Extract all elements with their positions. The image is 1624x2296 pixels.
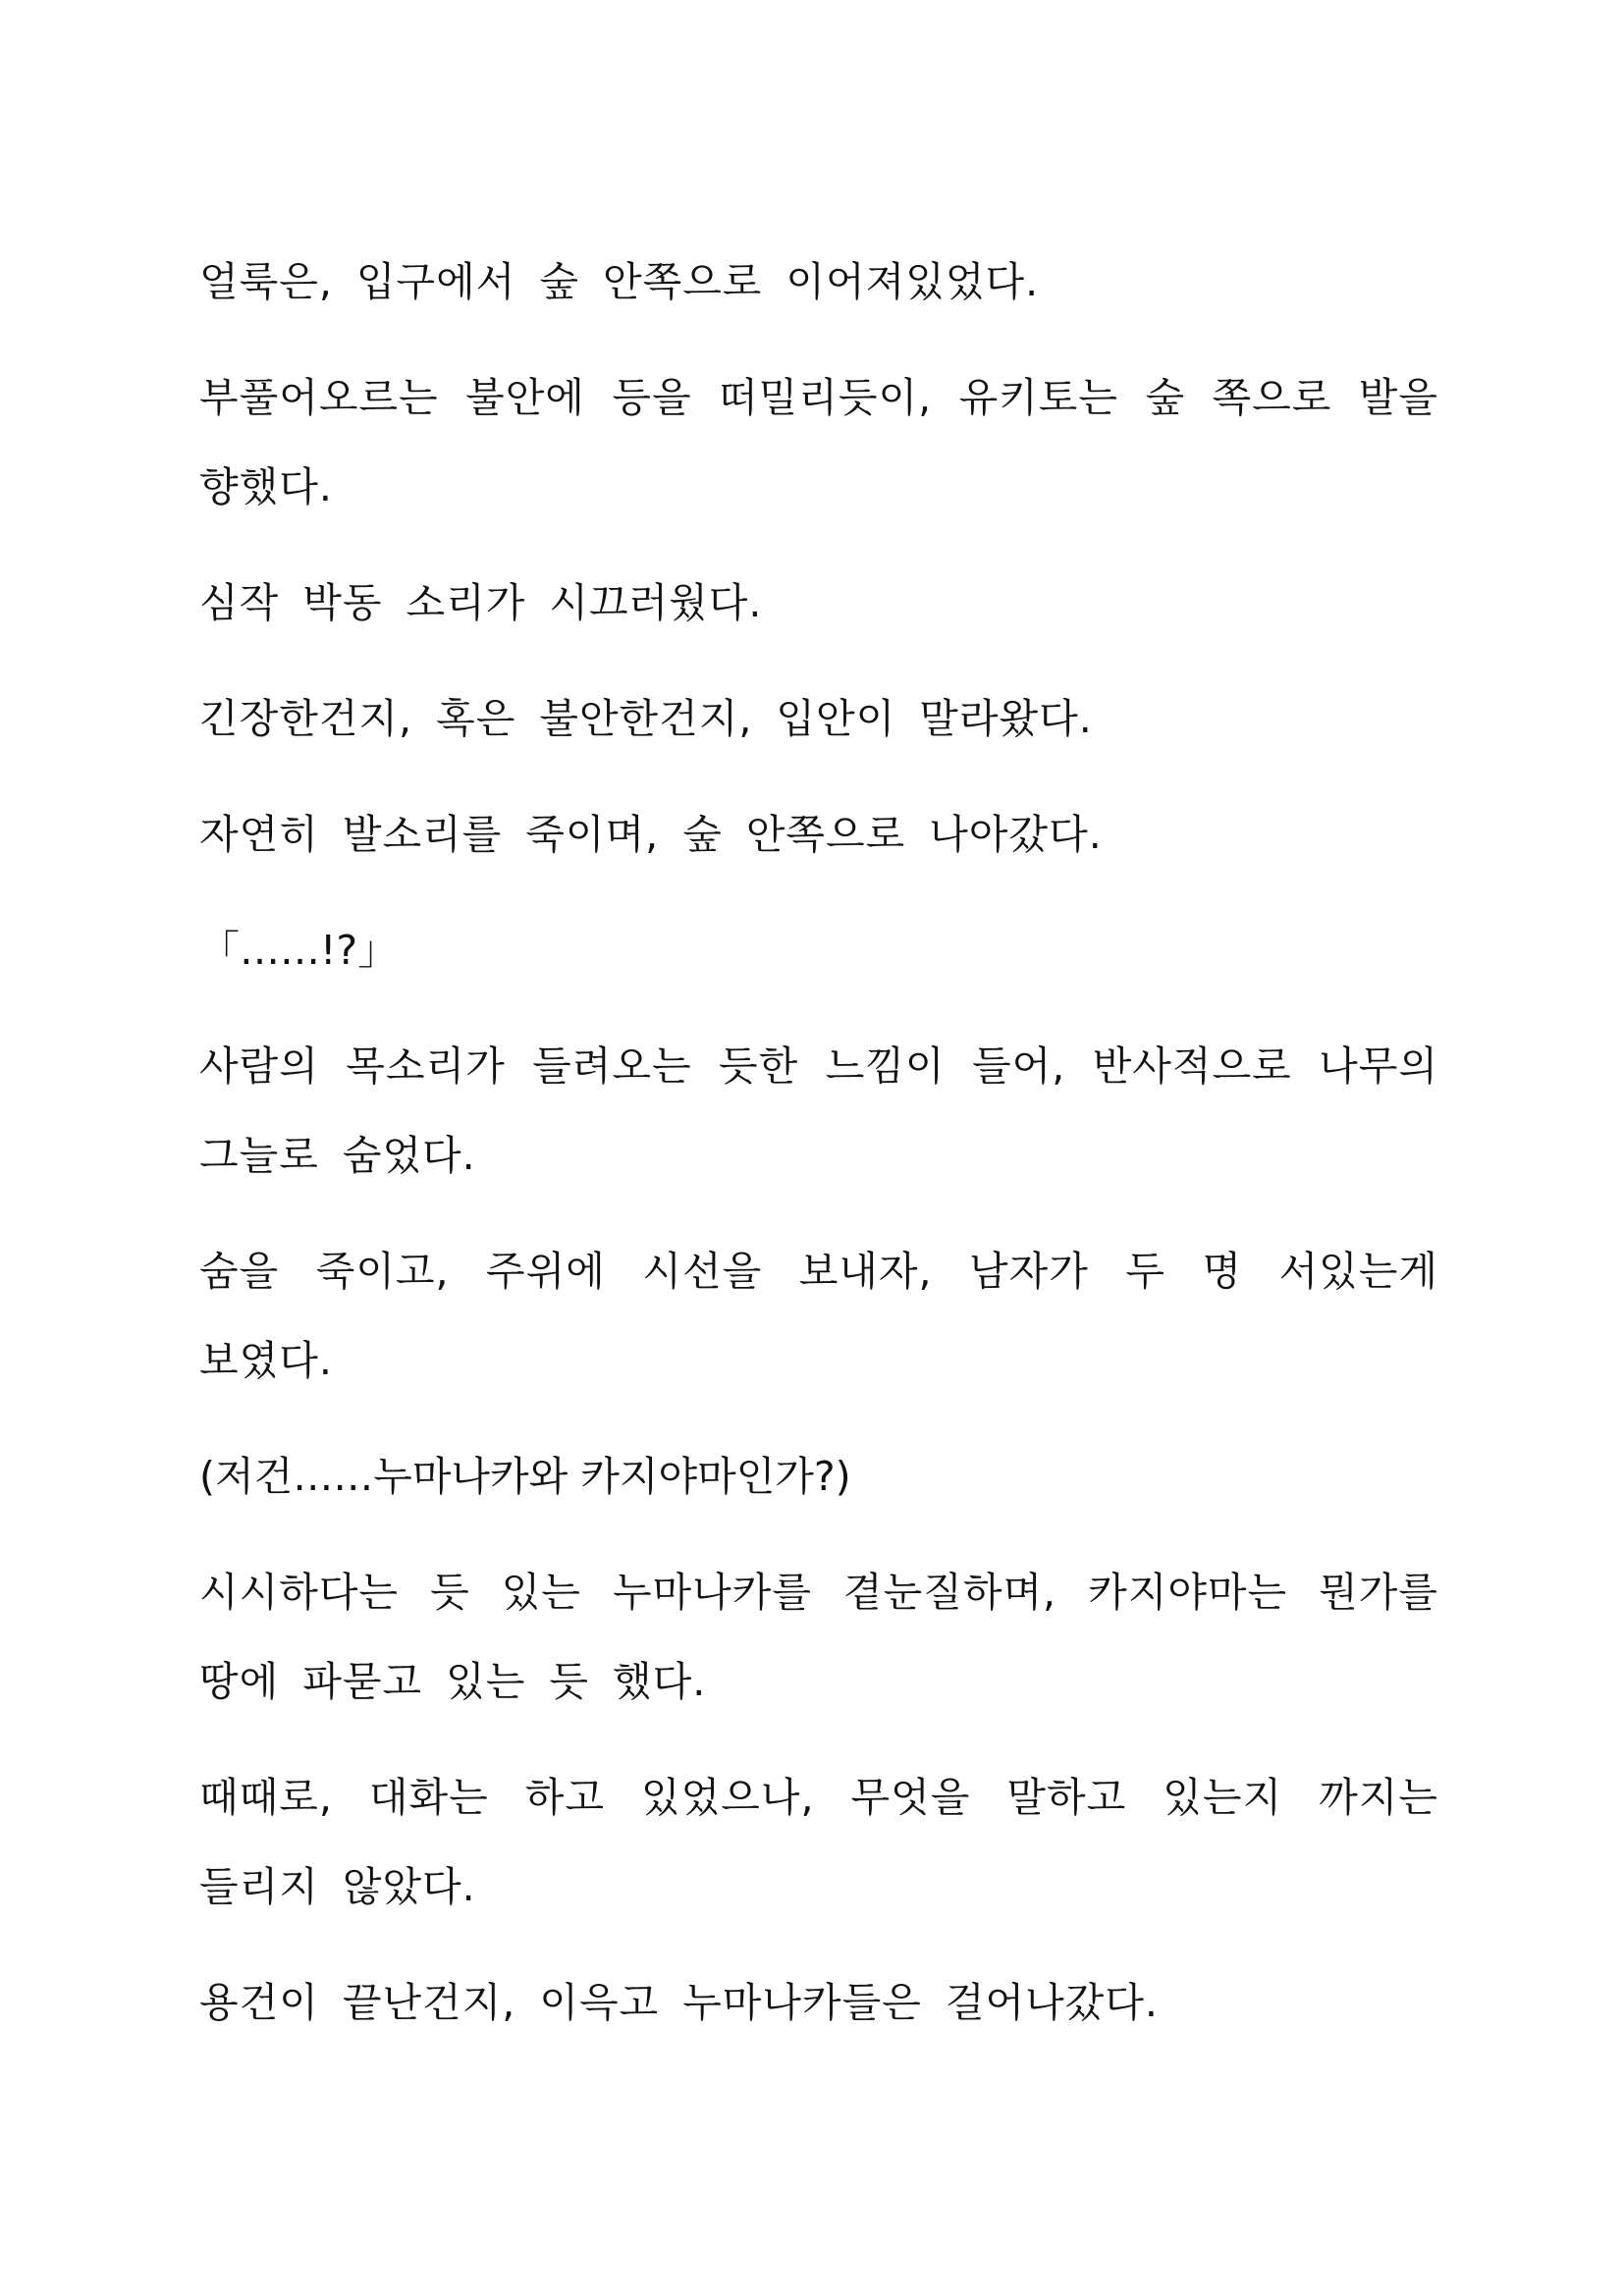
paragraph-8: 숨을 죽이고, 주위에 시선을 보내자, 남자가 두 명 서있는게 보였다. [199, 1248, 1438, 1384]
paragraph-4: 긴장한건지, 혹은 불안한건지, 입안이 말라왔다. [199, 695, 1093, 742]
paragraph-5: 자연히 발소리를 죽이며, 숲 안쪽으로 나아갔다. [199, 811, 1103, 858]
paragraph-2: 부풀어오르는 불안에 등을 떠밀리듯이, 유키토는 숲 쪽으로 발을 향했다. [199, 374, 1438, 510]
paragraph-7: 사람의 목소리가 들려오는 듯한 느낌이 들어, 반사적으로 나무의 그늘로 숨었다. [199, 1042, 1438, 1179]
paragraph-6: 「……!?」 [199, 927, 399, 974]
paragraph-10: 시시하다는 듯 있는 누마나카를 곁눈질하며, 카지야마는 뭔가를 땅에 파묻고 있는 듯 했다. [199, 1569, 1438, 1705]
paragraph-1: 얼룩은, 입구에서 숲 안쪽으로 이어져있었다. [199, 258, 1040, 305]
body-text [199, 238, 1438, 2074]
paragraph-12: 용건이 끝난건지, 이윽고 누마나카들은 걸어나갔다. [199, 1979, 1159, 2026]
paragraph-11: 때때로, 대화는 하고 있었으나, 무엇을 말하고 있는지 까지는 들리지 않았다. [199, 1774, 1438, 1910]
paragraph-3: 심작 박동 소리가 시끄러웠다. [199, 579, 763, 626]
paragraph-9: (저건……누마나카와 카지야마인가?) [199, 1453, 851, 1500]
